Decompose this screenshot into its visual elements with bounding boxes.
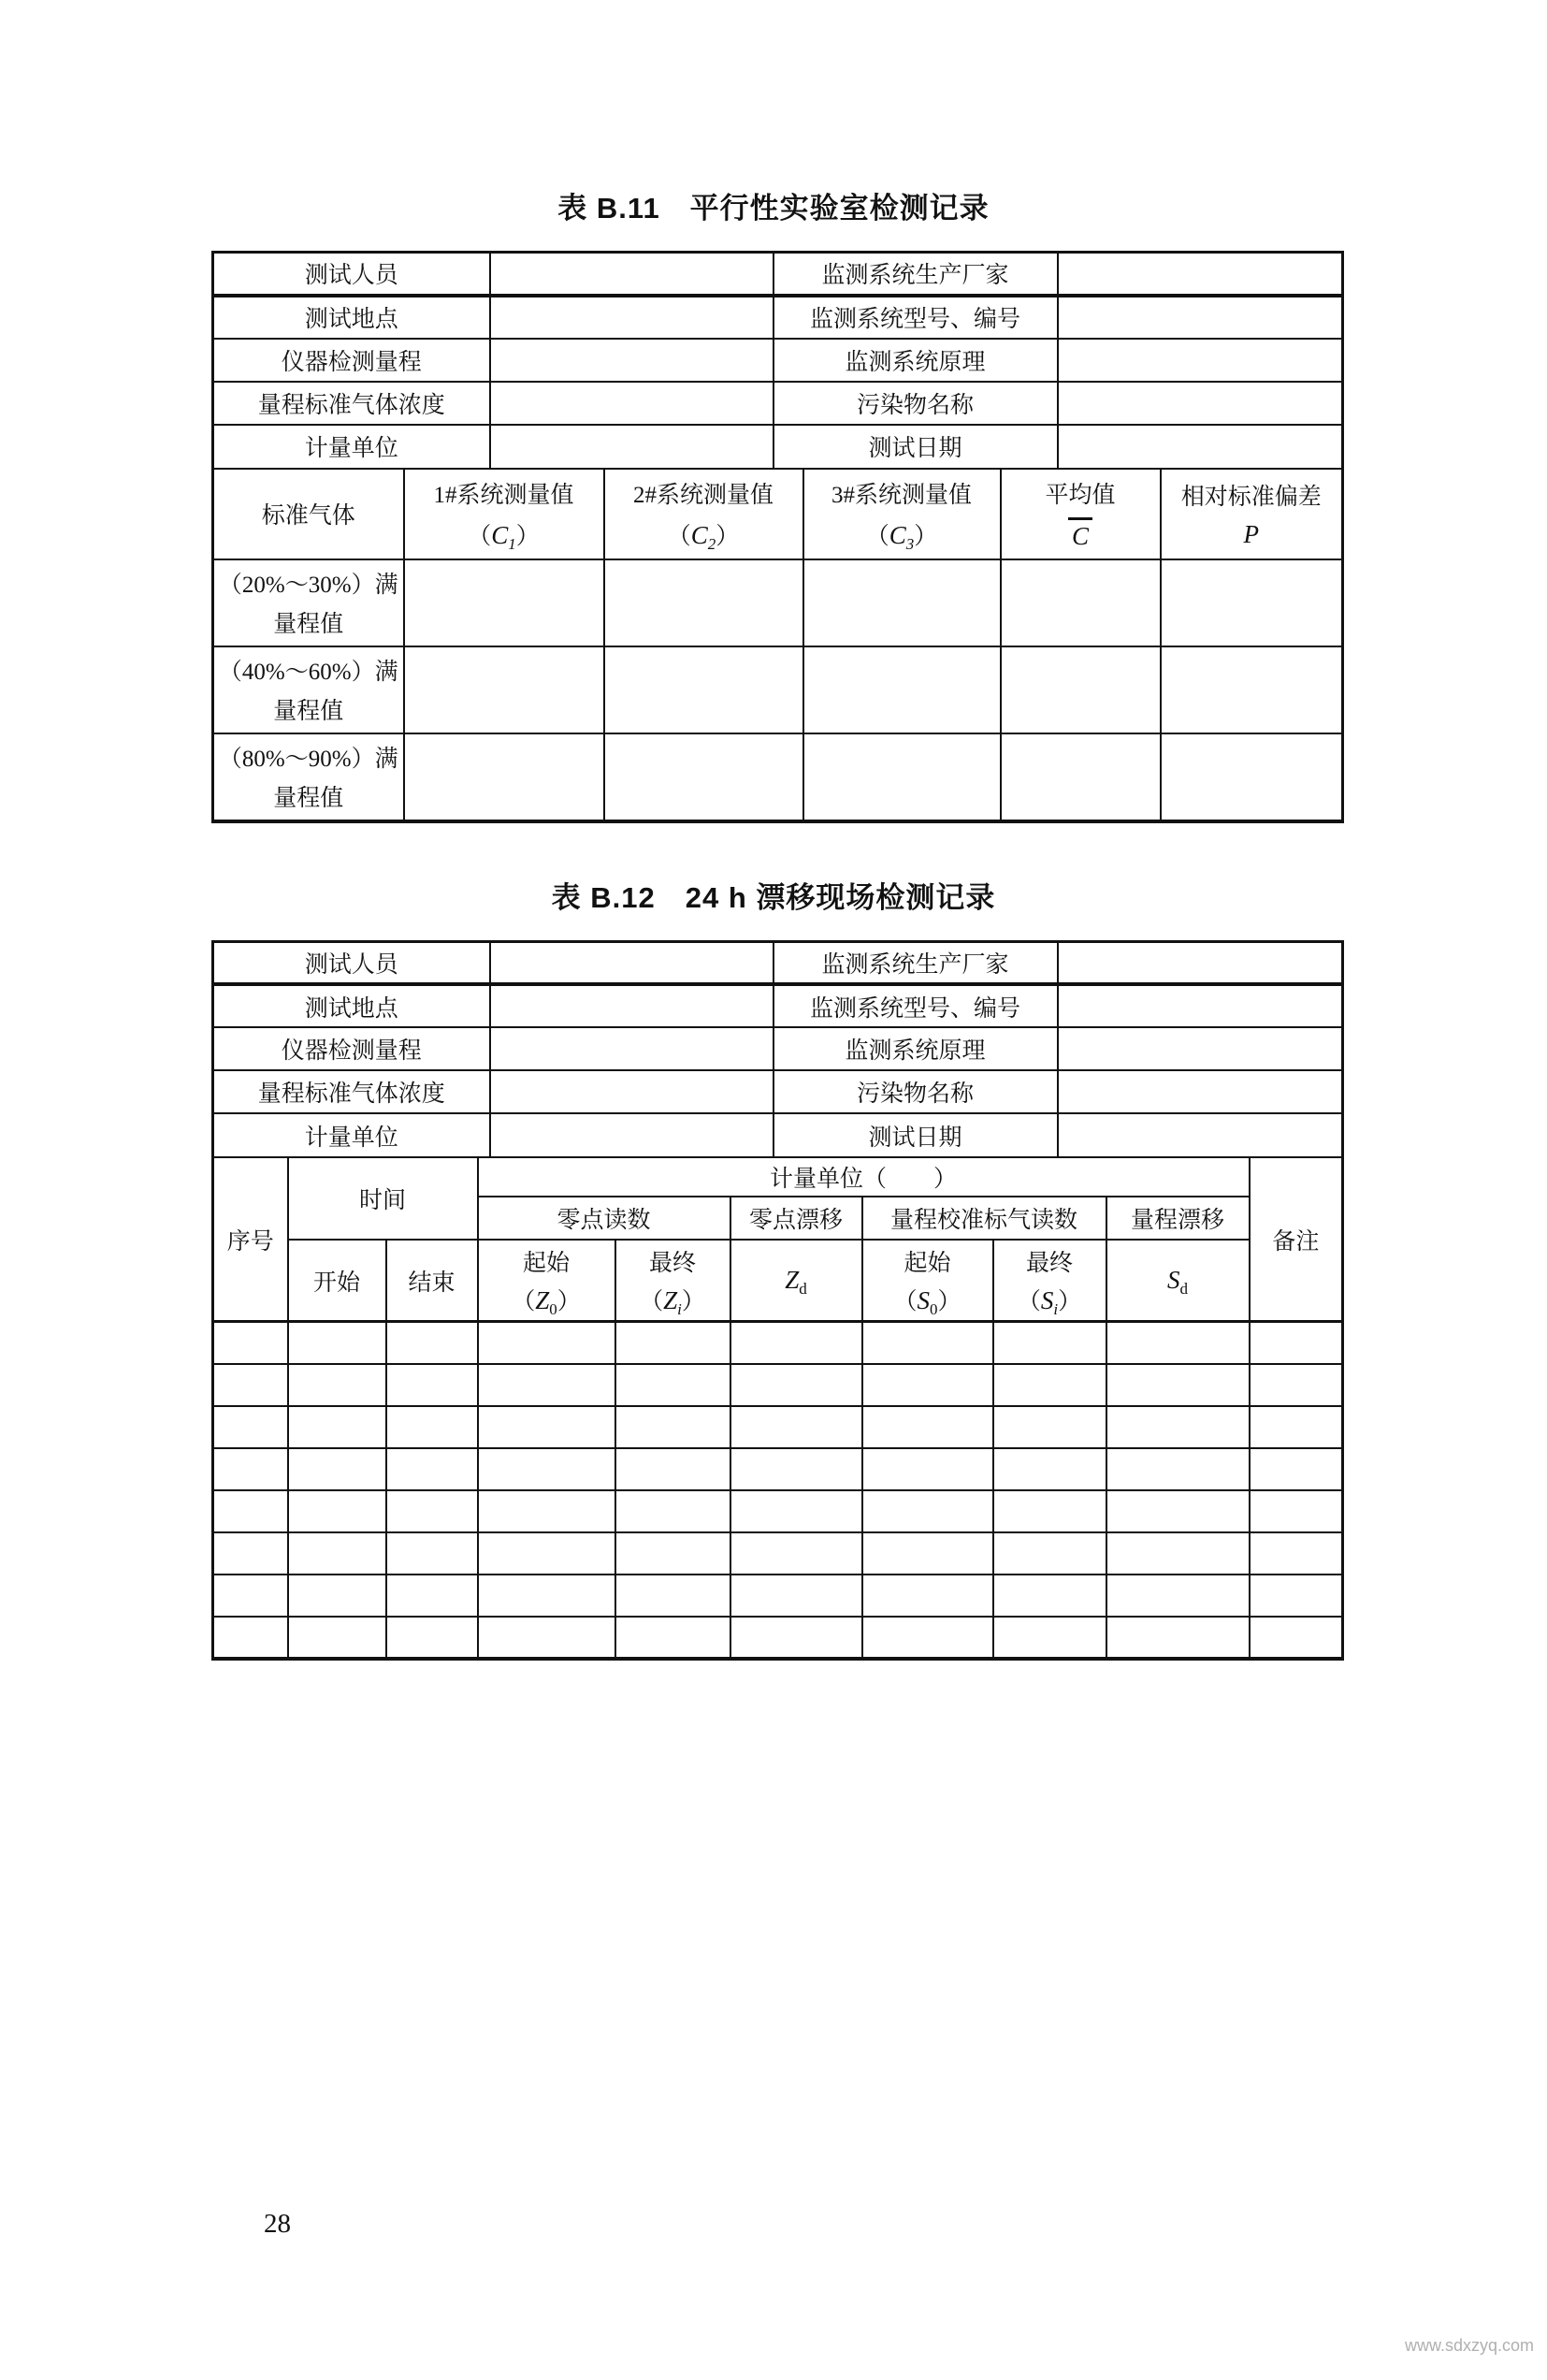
b12-empty-cell xyxy=(993,1617,1106,1659)
b12-empty-cell xyxy=(213,1406,288,1448)
b11-data-row xyxy=(213,733,1343,821)
b12-header-zi: 最终 $(Z_i)$ xyxy=(615,1240,730,1322)
b12-empty-cell xyxy=(730,1575,862,1617)
b12-empty-cell xyxy=(288,1322,386,1364)
info-label-cell: 测试地点 xyxy=(213,984,490,1027)
info-label-cell: 监测系统生产厂家 xyxy=(774,941,1058,984)
info-value-cell xyxy=(490,339,774,382)
b12-header-end: 结束 xyxy=(386,1240,478,1322)
b12-empty-cell xyxy=(386,1364,478,1406)
b11-header-sys3-symbol: $(C_3)$ xyxy=(865,520,938,553)
b12-empty-cell xyxy=(288,1364,386,1406)
b12-empty-cell xyxy=(615,1406,730,1448)
b12-empty-cell xyxy=(862,1322,993,1364)
b12-empty-cell xyxy=(288,1406,386,1448)
info-value-cell xyxy=(490,382,774,425)
b12-empty-cell xyxy=(1250,1490,1343,1532)
b12-empty-cell xyxy=(213,1322,288,1364)
b12-empty-cell xyxy=(478,1406,615,1448)
info-value-cell xyxy=(1058,339,1343,382)
info-label-cell: 监测系统型号、编号 xyxy=(774,984,1058,1027)
b12-main-table xyxy=(211,1156,1344,1661)
b11-range-label-cell: （80%～90%）满 量程值 xyxy=(213,733,404,821)
b12-empty-cell xyxy=(1250,1364,1343,1406)
b11-data-row xyxy=(213,559,1343,646)
b12-empty-cell xyxy=(1106,1532,1250,1575)
b12-empty-cell xyxy=(862,1617,993,1659)
b11-header-sys2-symbol: $(C_2)$ xyxy=(667,520,740,553)
info-value-cell xyxy=(490,1027,774,1070)
b11-value-cell xyxy=(604,646,803,733)
info-value-cell xyxy=(1058,984,1343,1027)
b11-info-table xyxy=(211,251,1344,468)
b11-value-cell xyxy=(803,646,1001,733)
b11-value-cell xyxy=(1161,733,1343,821)
b11-value-cell xyxy=(803,559,1001,646)
b11-header-standard-gas: 标准气体 xyxy=(213,469,404,559)
b12-empty-cell xyxy=(730,1532,862,1575)
info-value-cell xyxy=(490,1070,774,1113)
b12-header-s0: 起始 $(S_0)$ xyxy=(862,1240,993,1322)
b12-empty-row xyxy=(213,1448,1343,1490)
b12-empty-cell xyxy=(386,1617,478,1659)
b12-empty-cell xyxy=(993,1448,1106,1490)
info-row xyxy=(213,941,1343,984)
info-value-cell xyxy=(490,984,774,1027)
b12-header-seq: 序号 xyxy=(213,1157,288,1322)
info-value-cell xyxy=(490,1113,774,1156)
b12-empty-cell xyxy=(213,1532,288,1575)
b11-value-cell xyxy=(803,733,1001,821)
info-value-cell xyxy=(1058,1070,1343,1113)
b12-empty-cell xyxy=(730,1364,862,1406)
info-row xyxy=(213,1070,1343,1113)
info-value-cell xyxy=(1058,296,1343,339)
info-value-cell xyxy=(1058,382,1343,425)
info-row xyxy=(213,296,1343,339)
info-label-cell: 监测系统原理 xyxy=(774,339,1058,382)
b12-header-sd: $S_d$ xyxy=(1106,1240,1250,1322)
b11-header-sys2-label: 2#系统测量值 xyxy=(632,483,774,509)
b12-empty-cell xyxy=(1106,1575,1250,1617)
b12-empty-cell xyxy=(386,1448,478,1490)
b11-header-rsd-label: 相对标准偏差 xyxy=(1180,484,1322,510)
info-label-cell: 污染物名称 xyxy=(774,382,1058,425)
b12-empty-cell xyxy=(213,1617,288,1659)
b11-header-sys1-label: 1#系统测量值 xyxy=(433,483,574,509)
b12-empty-cell xyxy=(862,1406,993,1448)
b12-empty-cell xyxy=(993,1532,1106,1575)
b12-empty-cell xyxy=(1106,1448,1250,1490)
info-label-cell: 仪器检测量程 xyxy=(213,339,490,382)
info-label-cell: 污染物名称 xyxy=(774,1070,1058,1113)
b12-empty-cell xyxy=(1250,1406,1343,1448)
b12-empty-cell xyxy=(862,1490,993,1532)
info-label-cell: 测试人员 xyxy=(213,253,490,296)
b12-empty-cell xyxy=(213,1364,288,1406)
b12-empty-cell xyxy=(478,1490,615,1532)
b11-header-rsd-symbol: P xyxy=(1243,520,1259,549)
b12-header-unit: 计量单位（ ） xyxy=(478,1157,1250,1197)
b12-empty-cell xyxy=(478,1532,615,1575)
b12-empty-cell xyxy=(615,1575,730,1617)
b12-empty-cell xyxy=(213,1575,288,1617)
info-value-cell xyxy=(1058,253,1343,296)
b12-empty-cell xyxy=(730,1490,862,1532)
b12-empty-row xyxy=(213,1322,1343,1364)
info-label-cell: 计量单位 xyxy=(213,1113,490,1156)
info-label-cell: 监测系统生产厂家 xyxy=(774,253,1058,296)
b12-empty-cell xyxy=(1250,1617,1343,1659)
b12-empty-cell xyxy=(615,1617,730,1659)
b12-header-zero-drift: 零点漂移 xyxy=(730,1197,862,1240)
b12-empty-cell xyxy=(615,1490,730,1532)
b12-empty-cell xyxy=(615,1448,730,1490)
b12-header-remark: 备注 xyxy=(1250,1157,1343,1322)
b11-header-sys2 xyxy=(604,469,803,559)
b12-empty-cell xyxy=(993,1490,1106,1532)
b11-value-cell xyxy=(1001,646,1161,733)
b12-empty-cell xyxy=(478,1448,615,1490)
b11-header-row xyxy=(213,469,1343,559)
b11-value-cell xyxy=(404,733,604,821)
info-row xyxy=(213,382,1343,425)
info-value-cell xyxy=(1058,1027,1343,1070)
info-label-cell: 测试日期 xyxy=(774,425,1058,468)
info-value-cell xyxy=(490,296,774,339)
b12-empty-cell xyxy=(862,1448,993,1490)
b12-empty-cell xyxy=(386,1490,478,1532)
b12-empty-cell xyxy=(993,1575,1106,1617)
b11-value-cell xyxy=(404,559,604,646)
b12-empty-cell xyxy=(993,1322,1106,1364)
info-label-cell: 监测系统原理 xyxy=(774,1027,1058,1070)
b12-empty-row xyxy=(213,1364,1343,1406)
b11-range-label-cell: （40%～60%）满 量程值 xyxy=(213,646,404,733)
b12-empty-cell xyxy=(862,1364,993,1406)
b12-empty-cell xyxy=(213,1448,288,1490)
b12-empty-cell xyxy=(730,1406,862,1448)
b11-value-cell xyxy=(1161,559,1343,646)
b11-range-label-cell: （20%～30%）满 量程值 xyxy=(213,559,404,646)
b12-empty-body xyxy=(213,1322,1343,1659)
b12-empty-cell xyxy=(1106,1406,1250,1448)
b12-empty-cell xyxy=(615,1532,730,1575)
b12-empty-row xyxy=(213,1532,1343,1575)
b11-value-cell xyxy=(1161,646,1343,733)
info-row xyxy=(213,984,1343,1027)
b12-empty-cell xyxy=(993,1406,1106,1448)
info-label-cell: 测试地点 xyxy=(213,296,490,339)
b12-empty-cell xyxy=(615,1364,730,1406)
b11-value-cell xyxy=(604,559,803,646)
b12-header-time: 时间 xyxy=(288,1157,478,1240)
b11-header-sys1 xyxy=(404,469,604,559)
b12-empty-cell xyxy=(1250,1448,1343,1490)
info-label-cell: 测试日期 xyxy=(774,1113,1058,1156)
b12-empty-cell xyxy=(1250,1575,1343,1617)
b11-data-row xyxy=(213,646,1343,733)
info-label-cell: 计量单位 xyxy=(213,425,490,468)
b12-empty-cell xyxy=(1106,1617,1250,1659)
b12-header-row-1 xyxy=(213,1157,1343,1197)
info-row xyxy=(213,1027,1343,1070)
b12-empty-cell xyxy=(1106,1490,1250,1532)
table-b12-title: 表 B.12 24 h 漂移现场检测记录 xyxy=(551,880,996,914)
b11-header-average-symbol: C xyxy=(1002,517,1160,551)
b12-info-table xyxy=(211,940,1344,1157)
b11-value-cell xyxy=(404,646,604,733)
b12-header-zero-reading: 零点读数 xyxy=(478,1197,730,1240)
b12-empty-cell xyxy=(386,1322,478,1364)
b12-header-z0: 起始 $(Z_0)$ xyxy=(478,1240,615,1322)
b11-header-average-label: 平均值 xyxy=(1045,483,1116,509)
b12-empty-cell xyxy=(1250,1532,1343,1575)
info-value-cell xyxy=(490,425,774,468)
info-value-cell xyxy=(1058,425,1343,468)
info-value-cell xyxy=(490,253,774,296)
b11-header-sys1-symbol: $(C_1)$ xyxy=(468,520,540,553)
b11-main-table xyxy=(211,468,1344,823)
b11-header-sys3-label: 3#系统测量值 xyxy=(831,483,972,509)
b12-empty-cell xyxy=(1106,1322,1250,1364)
b12-empty-cell xyxy=(615,1322,730,1364)
info-value-cell xyxy=(1058,1113,1343,1156)
b12-empty-cell xyxy=(862,1575,993,1617)
b12-empty-cell xyxy=(213,1490,288,1532)
info-label-cell: 测试人员 xyxy=(213,941,490,984)
info-row xyxy=(213,253,1343,296)
b12-empty-row xyxy=(213,1575,1343,1617)
b11-value-cell xyxy=(604,733,803,821)
info-row xyxy=(213,339,1343,382)
b12-empty-cell xyxy=(730,1322,862,1364)
watermark: www.sdxzyq.com xyxy=(1404,2336,1534,2355)
b12-header-zd: $Z_d$ xyxy=(730,1240,862,1322)
b12-empty-cell xyxy=(288,1490,386,1532)
b12-empty-row xyxy=(213,1490,1343,1532)
b11-value-cell xyxy=(1001,559,1161,646)
b12-empty-cell xyxy=(478,1364,615,1406)
b12-empty-cell xyxy=(993,1364,1106,1406)
info-value-cell xyxy=(1058,941,1343,984)
table-b11-title: 表 B.11 平行性实验室检测记录 xyxy=(557,192,990,225)
b12-empty-cell xyxy=(288,1575,386,1617)
b11-header-average xyxy=(1001,469,1161,559)
b12-empty-row xyxy=(213,1617,1343,1659)
b12-empty-cell xyxy=(862,1532,993,1575)
b12-empty-cell xyxy=(386,1532,478,1575)
b12-empty-cell xyxy=(478,1617,615,1659)
info-label-cell: 监测系统型号、编号 xyxy=(774,296,1058,339)
b12-header-start: 开始 xyxy=(288,1240,386,1322)
b12-header-si: 最终 $(S_i)$ xyxy=(993,1240,1106,1322)
b12-empty-row xyxy=(213,1406,1343,1448)
b11-value-cell xyxy=(1001,733,1161,821)
b12-empty-cell xyxy=(386,1406,478,1448)
b11-header-rsd xyxy=(1161,469,1343,559)
info-label-cell: 量程标准气体浓度 xyxy=(213,1070,490,1113)
b12-header-span-reading: 量程校准标气读数 xyxy=(862,1197,1106,1240)
b12-header-row-3 xyxy=(213,1240,1343,1322)
document-page xyxy=(0,192,1547,2380)
info-row xyxy=(213,1113,1343,1156)
b12-empty-cell xyxy=(288,1448,386,1490)
b12-empty-cell xyxy=(1250,1322,1343,1364)
b12-empty-cell xyxy=(386,1575,478,1617)
info-label-cell: 量程标准气体浓度 xyxy=(213,382,490,425)
b12-empty-cell xyxy=(288,1532,386,1575)
info-row xyxy=(213,425,1343,468)
b11-header-sys3 xyxy=(803,469,1001,559)
b12-empty-cell xyxy=(288,1617,386,1659)
page-number: 28 xyxy=(264,2209,291,2239)
b12-empty-cell xyxy=(730,1448,862,1490)
b12-empty-cell xyxy=(478,1322,615,1364)
info-value-cell xyxy=(490,941,774,984)
info-label-cell: 仪器检测量程 xyxy=(213,1027,490,1070)
b12-empty-cell xyxy=(478,1575,615,1617)
b12-header-span-drift: 量程漂移 xyxy=(1106,1197,1250,1240)
b12-empty-cell xyxy=(730,1617,862,1659)
b12-empty-cell xyxy=(1106,1364,1250,1406)
